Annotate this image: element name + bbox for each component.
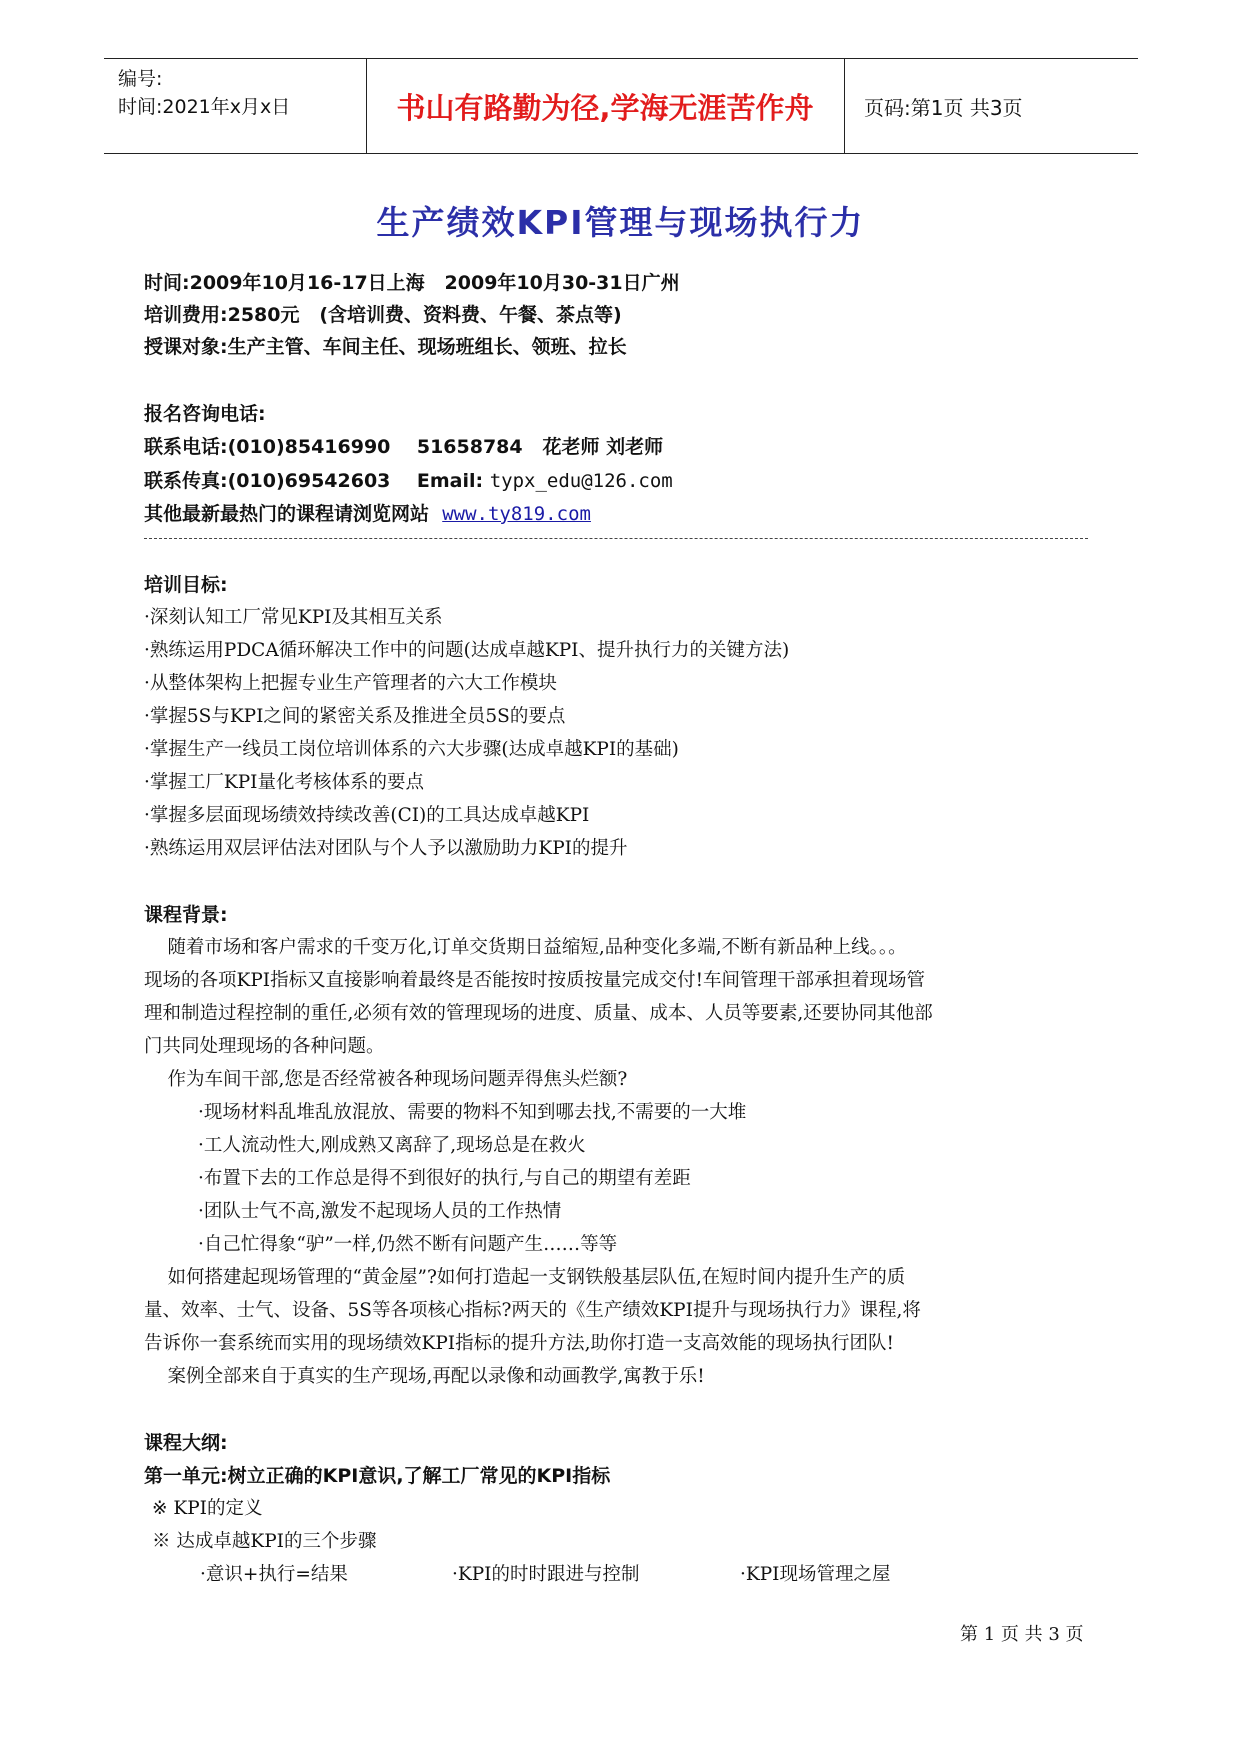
- contact-heading: 报名咨询电话:: [144, 403, 266, 425]
- doc-number: 编号:: [118, 68, 163, 90]
- background-text: 现场的各项KPI指标又直接影响着最终是否能按时按质按量完成交付!车间管理干部承担着现场管: [144, 970, 926, 991]
- goal-item: ·掌握生产一线员工岗位培训体系的六大步骤(达成卓越KPI的基础): [144, 739, 679, 760]
- background-text: 门共同处理现场的各种问题。: [144, 1036, 385, 1057]
- page-footer: 第 1 页 共 3 页: [960, 1624, 1084, 1645]
- goal-item: ·熟练运用PDCA循环解决工作中的问题(达成卓越KPI、提升执行力的关键方法): [144, 640, 790, 661]
- outline-heading: 课程大纲:: [144, 1432, 228, 1454]
- website-label: 其他最新最热门的课程请浏览网站: [144, 503, 443, 525]
- email-address: typx_edu@126.com: [489, 470, 673, 492]
- outline-item: ※ 达成卓越KPI的三个步骤: [152, 1531, 377, 1552]
- doc-date: 时间:2021年x月x日: [118, 96, 291, 118]
- background-text: 案例全部来自于真实的生产现场,再配以录像和动画教学,寓教于乐!: [144, 1366, 705, 1387]
- goal-item: ·掌握5S与KPI之间的紧密关系及推进全员5S的要点: [144, 706, 566, 727]
- section-divider: [144, 538, 1088, 539]
- issue-item: ·团队士气不高,激发不起现场人员的工作热情: [198, 1201, 562, 1222]
- header-meta: [118, 65, 290, 121]
- goal-item: ·掌握工厂KPI量化考核体系的要点: [144, 772, 424, 793]
- issue-item: ·布置下去的工作总是得不到很好的执行,与自己的期望有差距: [198, 1168, 691, 1189]
- issue-item: ·现场材料乱堆乱放混放、需要的物料不知到哪去找,不需要的一大堆: [198, 1102, 747, 1123]
- fax-label: 联系传真:(010)69542603 Email:: [144, 470, 490, 492]
- background-text: 理和制造过程控制的重任,必须有效的管理现场的进度、质量、成本、人员等要素,还要协同其他部: [144, 1003, 933, 1024]
- website-line: [144, 499, 591, 526]
- course-fee: 培训费用:2580元 (含培训费、资料费、午餐、茶点等): [144, 304, 622, 326]
- background-text: 如何搭建起现场管理的“黄金屋”?如何打造起一支钢铁般基层队伍,在短时间内提升生产的质: [144, 1267, 906, 1288]
- goal-item: ·掌握多层面现场绩效持续改善(CI)的工具达成卓越KPI: [144, 805, 590, 826]
- issue-item: ·自己忙得象“驴”一样,仍然不断有问题产生……等等: [198, 1234, 618, 1255]
- unit-title: 第一单元:树立正确的KPI意识,了解工厂常见的KPI指标: [144, 1465, 611, 1487]
- contact-phone: 联系电话:(010)85416990 51658784 花老师 刘老师: [144, 436, 664, 458]
- header-motto: 书山有路勤为径,学海无涯苦作舟: [396, 90, 814, 125]
- issue-item: ·工人流动性大,刚成熟又离辞了,现场总是在救火: [198, 1135, 586, 1156]
- goal-item: ·熟练运用双层评估法对团队与个人予以激励助力KPI的提升: [144, 838, 628, 859]
- background-text: 告诉你一套系统而实用的现场绩效KPI指标的提升方法,助你打造一支高效能的现场执行团队!: [144, 1333, 894, 1354]
- course-audience: 授课对象:生产主管、车间主任、现场班组长、领班、拉长: [144, 336, 627, 358]
- outline-subitem: ·KPI的时时跟进与控制: [452, 1564, 640, 1585]
- outline-subitem: ·意识+执行=结果: [200, 1564, 348, 1585]
- goals-heading: 培训目标:: [144, 574, 228, 596]
- header-divider: [844, 59, 845, 153]
- background-question: 作为车间干部,您是否经常被各种现场问题弄得焦头烂额?: [144, 1069, 628, 1090]
- background-text: 随着市场和客户需求的千变万化,订单交货期日益缩短,品种变化多端,不断有新品种上线。。。: [144, 937, 907, 958]
- course-time: 时间:2009年10月16-17日上海 2009年10月30-31日广州: [144, 272, 680, 294]
- document-title: 生产绩效KPI管理与现场执行力: [376, 203, 865, 242]
- background-text: 量、效率、士气、设备、5S等各项核心指标?两天的《生产绩效KPI提升与现场执行力》课程,将: [144, 1300, 921, 1321]
- page-header: [104, 58, 1138, 154]
- contact-fax: [144, 466, 673, 493]
- goal-item: ·从整体架构上把握专业生产管理者的六大工作模块: [144, 673, 557, 694]
- outline-item: ※ KPI的定义: [152, 1498, 263, 1519]
- website-link[interactable]: www.ty819.com: [442, 503, 591, 525]
- background-heading: 课程背景:: [144, 904, 228, 926]
- outline-subitem: ·KPI现场管理之屋: [740, 1564, 891, 1585]
- header-page-number: 页码:第1页 共3页: [864, 95, 1023, 120]
- goal-item: ·深刻认知工厂常见KPI及其相互关系: [144, 607, 443, 628]
